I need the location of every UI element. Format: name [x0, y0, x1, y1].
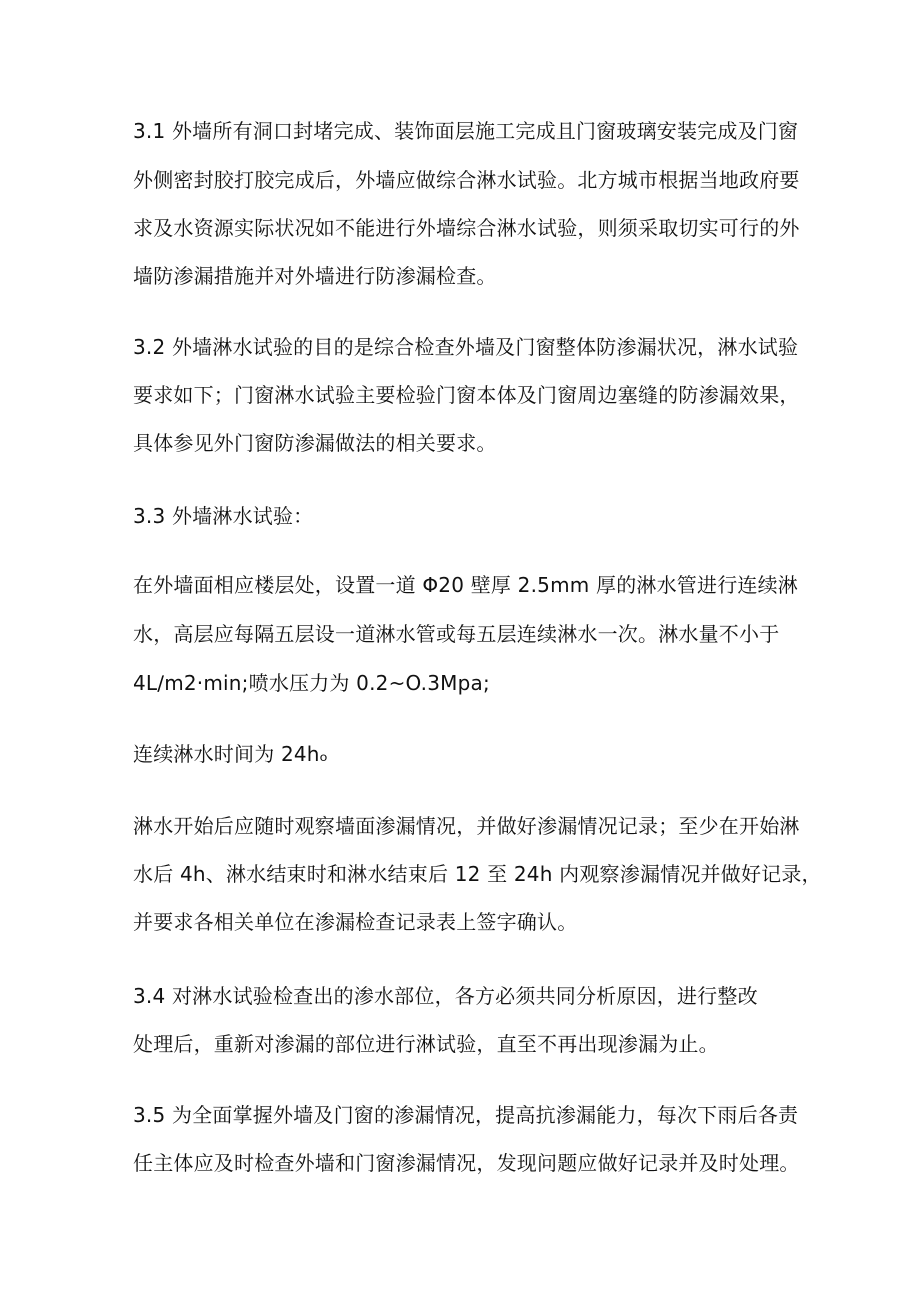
section-3-4-line-1: 3.4 对淋水试验检查出的渗水部位，各方必须共同分析原因，进行整改: [133, 984, 758, 1008]
section-3-3-para1-line-2: 水，高层应每隔五层设一道淋水管或每五层连续淋水一次。淋水量不小于: [133, 622, 780, 646]
section-3-3-para3-line-3: 并要求各相关单位在渗漏检查记录表上签字确认。: [133, 910, 578, 934]
section-3-2-line-1: 3.2 外墙淋水试验的目的是综合检查外墙及门窗整体防渗漏状况，淋水试验: [133, 335, 799, 359]
section-3-3-para3-line-2: 水后 4h、淋水结束时和淋水结束后 12 至 24h 内观察渗漏情况并做好记录，: [133, 862, 822, 886]
section-3-3-para3-line-1: 淋水开始后应随时观察墙面渗漏情况，并做好渗漏情况记录；至少在开始淋: [133, 814, 800, 838]
section-3-3-para1-line-1: 在外墙面相应楼层处，设置一道 Φ20 壁厚 2.5mm 厚的淋水管进行连续淋: [133, 573, 798, 597]
section-3-1-line-3: 求及水资源实际状况如不能进行外墙综合淋水试验，则须采取切实可行的外: [133, 216, 800, 240]
section-3-4-line-2: 处理后，重新对渗漏的部位进行淋试验，直至不再出现渗漏为止。: [133, 1032, 719, 1056]
section-3-1-line-2: 外侧密封胶打胶完成后，外墙应做综合淋水试验。北方城市根据当地政府要: [133, 168, 800, 192]
section-3-3-para1-line-3: 4L∕m2·min;喷水压力为 0.2~O.3Mpa;: [133, 671, 490, 695]
section-3-3-para2: 连续淋水时间为 24hₒ: [133, 742, 329, 766]
section-3-2-line-2: 要求如下；门窗淋水试验主要检验门窗本体及门窗周边塞缝的防渗漏效果，: [133, 383, 800, 407]
section-3-1-line-1: 3.1 外墙所有洞口封堵完成、装饰面层施工完成且门窗玻璃安装完成及门窗: [133, 119, 799, 143]
section-3-5-line-2: 任主体应及时检查外墙和门窗渗漏情况，发现问题应做好记录并及时处理。: [133, 1151, 800, 1175]
section-3-5-line-1: 3.5 为全面掌握外墙及门窗的渗漏情况，提高抗渗漏能力，每次下雨后各责: [133, 1103, 799, 1127]
section-3-2-line-3: 具体参见外门窗防渗漏做法的相关要求。: [133, 431, 497, 455]
section-3-3-heading: 3.3 外墙淋水试验：: [133, 504, 314, 528]
section-3-1-line-4: 墙防渗漏措施并对外墙进行防渗漏检查。: [133, 264, 497, 288]
